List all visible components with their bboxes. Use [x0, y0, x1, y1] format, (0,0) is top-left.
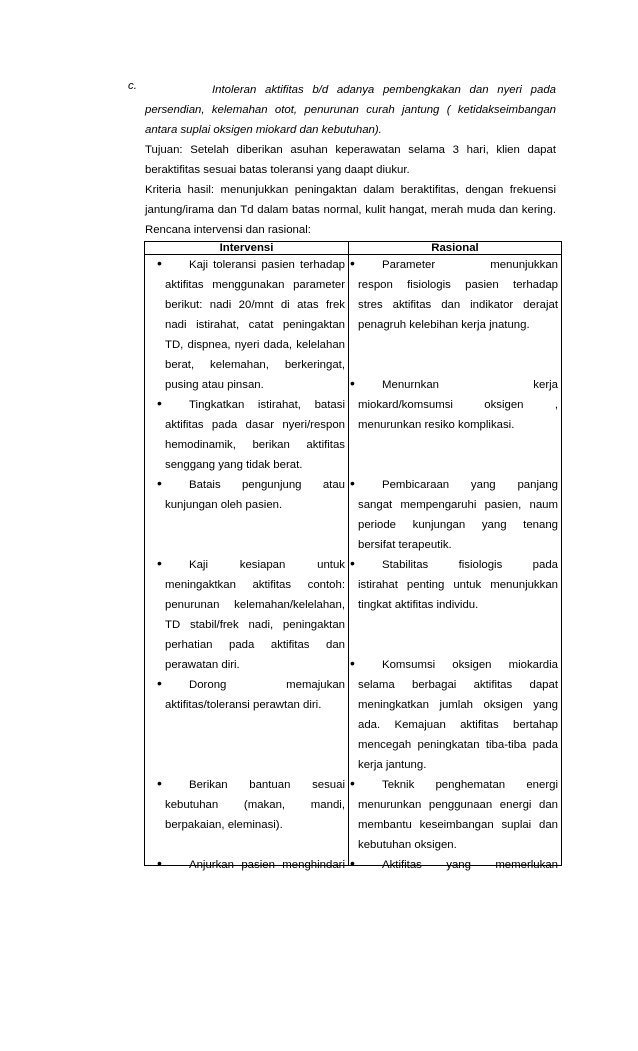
- rencana-label: Rencana intervensi dan rasional:: [145, 224, 311, 236]
- intervensi-item-1-line-3: berikut: nadi 20/mnt di atas frek: [165, 299, 345, 311]
- bullet-icon: [157, 261, 165, 269]
- intervensi-item-6-line-1: Berikan bantuan sesuai: [189, 779, 345, 791]
- intervensi-item-2-line-3: hemodinamik, berikan aktifitas: [165, 439, 345, 451]
- intervensi-column: [145, 255, 348, 871]
- intervensi-item-7-line-1: Anjurkan pasien menghindari: [189, 859, 345, 871]
- intervensi-item-1-line-6: berat, kelemahan, berkeringat,: [165, 359, 345, 371]
- intervensi-item-4-line-3: penurunan kelemahan/kelelahan,: [165, 599, 345, 611]
- rasional-item-3-line-2: sangat mempengaruhi pasien, naum: [358, 499, 558, 511]
- tujuan-line2: beraktifitas sesuai batas toleransi yang daapt diukur.: [145, 164, 410, 176]
- bullet-icon: [157, 861, 165, 869]
- rasional-item-4-line-3: tingkat aktifitas individu.: [358, 599, 479, 611]
- bullet-icon: [350, 261, 358, 269]
- rasional-item-3-line-1: Pembicaraan yang panjang: [382, 479, 558, 491]
- intervensi-item-6-line-2: kebutuhan (makan, mandi,: [165, 799, 345, 811]
- rasional-item-5-line-2: selama berbagai aktifitas dapat: [358, 679, 558, 691]
- intervensi-item-2-line-2: aktifitas pada dasar nyeri/respon: [165, 419, 345, 431]
- rasional-item-1-line-4: penagruh kelebihan kerja jnatung.: [358, 319, 530, 331]
- header-intervensi: Intervensi: [145, 242, 349, 255]
- rasional-item-1-line-1: Parameter menunjukkan: [382, 259, 558, 271]
- rasional-item-4-line-2: istirahat penting untuk menunjukkan: [358, 579, 558, 591]
- bullet-icon: [350, 561, 358, 569]
- header-rasional: Rasional: [349, 242, 562, 255]
- intervensi-item-1-line-7: pusing atau pinsan.: [165, 379, 264, 391]
- rasional-item-5-line-5: mencegah peningkatan tiba-tiba pada: [358, 739, 558, 751]
- bullet-icon: [157, 561, 165, 569]
- rasional-item-5-line-4: ada. Kemajuan aktifitas bertahap: [358, 719, 558, 731]
- rasional-item-2-line-1: Menurnkan kerja: [382, 379, 558, 391]
- intervensi-item-1-line-4: nadi istirahat, catat peningaktan: [165, 319, 345, 331]
- intervensi-item-1-line-1: Kaji toleransi pasien terhadap: [189, 259, 345, 271]
- intervensi-item-4-line-6: perawatan diri.: [165, 659, 240, 671]
- intervensi-item-5-line-2: aktifitas/toleransi perawtan diri.: [165, 699, 322, 711]
- bullet-icon: [157, 481, 165, 489]
- bullet-icon: [350, 481, 358, 489]
- intervensi-item-4-line-2: meningaktkan aktifitas contoh:: [165, 579, 345, 591]
- intervensi-item-4-line-5: perhatian pada aktifitas dan: [165, 639, 345, 651]
- rasional-item-6-line-4: kebutuhan oksigen.: [358, 839, 457, 851]
- bullet-icon: [157, 401, 165, 409]
- rasional-item-5-line-3: meningkatkan jumlah oksigen yang: [358, 699, 558, 711]
- rasional-item-1-line-3: stres aktifitas dan indikator derajat: [358, 299, 558, 311]
- section-title-line2: persendian, kelemahan otot, penurunan curah jantung ( ketidakseimbangan: [145, 104, 556, 116]
- rasional-item-2-line-3: menurunkan resiko komplikasi.: [358, 419, 515, 431]
- intervensi-item-5-line-1: Dorong memajukan: [189, 679, 345, 691]
- bullet-icon: [350, 661, 358, 669]
- intervensi-item-1-line-5: TD, dispnea, nyeri dada, kelelahan: [165, 339, 345, 351]
- intervensi-item-3-line-2: kunjungan oleh pasien.: [165, 499, 283, 511]
- intervention-table: [144, 241, 562, 871]
- rasional-item-5-line-6: kerja jantung.: [358, 759, 427, 771]
- bullet-icon: [157, 681, 165, 689]
- rasional-item-6-line-2: menurunkan penggunaan energi dan: [358, 799, 558, 811]
- section-title-line3: antara suplai oksigen miokard dan kebutuhan).: [145, 124, 382, 136]
- intervensi-item-1-line-2: aktifitas menggunakan parameter: [165, 279, 345, 291]
- rasional-item-4-line-1: Stabilitas fisiologis pada: [382, 559, 558, 571]
- bullet-icon: [350, 861, 358, 869]
- intervensi-item-3-line-1: Batais pengunjung atau: [189, 479, 345, 491]
- tujuan-line1: Tujuan: Setelah diberikan asuhan keperawatan selama 3 hari, klien dapat: [145, 144, 556, 156]
- bullet-icon: [157, 781, 165, 789]
- bullet-icon: [350, 781, 358, 789]
- intervensi-item-4-line-4: TD stabil/frek nadi, peningaktan: [165, 619, 345, 631]
- rasional-item-6-line-1: Teknik penghematan energi: [382, 779, 558, 791]
- rasional-item-3-line-3: periode kunjungan yang tenang: [358, 519, 558, 531]
- bullet-icon: [350, 381, 358, 389]
- rasional-item-1-line-2: respon fisiologis pasien terhadap: [358, 279, 558, 291]
- intervensi-item-2-line-4: senggang yang tidak berat.: [165, 459, 303, 471]
- rasional-item-6-line-3: membantu keseimbangan suplai dan: [358, 819, 558, 831]
- section-title-line1: Intoleran aktifitas b/d adanya pembengkakan dan nyeri pada: [212, 84, 556, 96]
- rasional-item-3-line-4: bersifat terapeutik.: [358, 539, 452, 551]
- section-letter: c.: [128, 80, 137, 92]
- kriteria-line1: Kriteria hasil: menunjukkan peningaktan dalam beraktifitas, dengan frekuensi: [145, 184, 556, 196]
- rasional-item-7-line-1: Aktifitas yang memerlukan: [382, 859, 558, 871]
- intervensi-item-6-line-3: berpakaian, eleminasi).: [165, 819, 283, 831]
- kriteria-line2: jantung/irama dan Td dalam batas normal, kulit hangat, merah muda dan kering.: [145, 204, 556, 216]
- intervensi-item-2-line-1: Tingkatkan istirahat, batasi: [189, 399, 345, 411]
- rasional-item-5-line-1: Komsumsi oksigen miokardia: [382, 659, 558, 671]
- intervensi-item-4-line-1: Kaji kesiapan untuk: [189, 559, 345, 571]
- rasional-item-2-line-2: miokard/komsumsi oksigen ,: [358, 399, 558, 411]
- rasional-column: [349, 255, 561, 871]
